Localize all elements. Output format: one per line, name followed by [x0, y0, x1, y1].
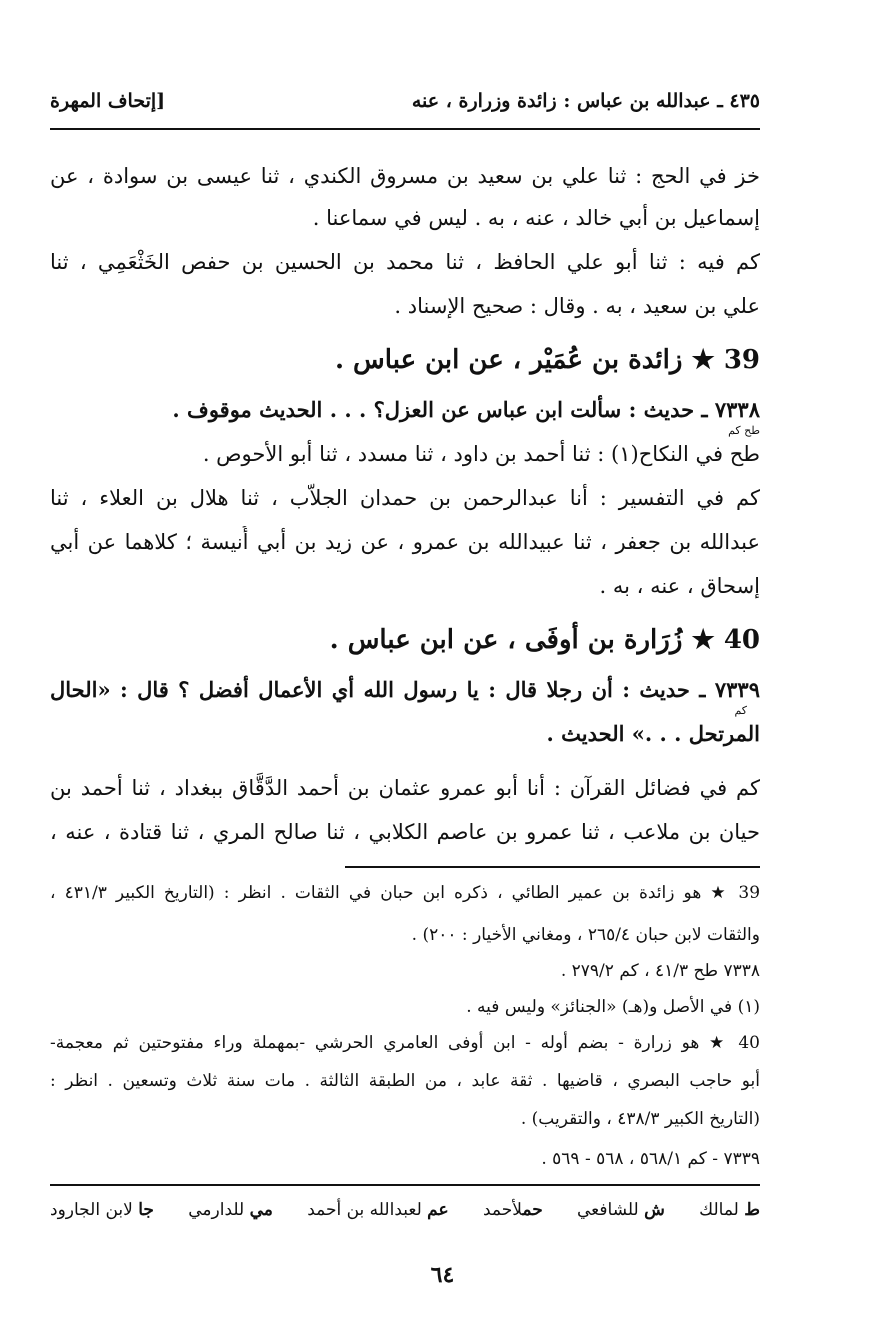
footnote: (التاريخ الكبير ٤٣٨/٣ ، والتقريب) . — [520, 1109, 760, 1129]
footnote: أبو حاجب البصري ، قاضيها . ثقة عابد ، من الطبقة الثالثة . مات سنة ثلاث وتسعين . انظر : — [50, 1071, 760, 1091]
text-line: إسماعيل بن أبي خالد ، عنه ، به . ليس في سماعنا . — [312, 206, 760, 230]
abbreviation: حملأحمد — [482, 1200, 543, 1220]
header-book-name: [إتحاف المهرة — [50, 90, 166, 112]
text-line: حيان بن ملاعب ، ثنا عمرو بن عاصم الكلابي ، ثنا صالح المري ، ثنا قتادة ، عنه ، — [50, 820, 760, 844]
source-symbols: طح كم — [728, 424, 760, 437]
hadith-7339: ٧٣٣٩ ـ حديث : أن رجلا قال : يا رسول الله أي الأعمال أفضل ؟ قال : «الحال — [50, 677, 760, 702]
running-header — [50, 90, 760, 120]
text-line: عبدالله بن جعفر ، ثنا عبيدالله بن عمرو ، عن زيد بن أبي أُنيسة ؛ كلاهما عن أبي — [50, 530, 760, 554]
header-rule — [50, 128, 760, 130]
text-line: علي بن سعيد ، به . وقال : صحيح الإسناد . — [394, 294, 760, 318]
footnote: والثقات لابن حبان ٢٦٥/٤ ، ومغاني الأخيار : ٢٠٠) . — [411, 925, 760, 945]
text-line: المرتحل . . .» الحديث . — [546, 721, 760, 746]
text-line: طح في النكاح(١) : ثنا أحمد بن داود ، ثنا مسدد ، ثنا أبو الأحوص . — [202, 442, 760, 466]
abbreviation: جا لابن الجارود — [50, 1200, 154, 1220]
text-line: كم في التفسير : أنا عبدالرحمن بن حمدان الجلاّب ، ثنا هلال بن العلاء ، ثنا — [50, 486, 760, 510]
abbreviations-rule — [50, 1184, 760, 1186]
abbreviation: مي للدارمي — [188, 1200, 273, 1220]
text-line: خز في الحج : ثنا علي بن سعيد بن مسروق الكندي ، ثنا عيسى بن سوادة ، عن — [50, 164, 760, 188]
narrator-heading-39: 39 ★ زائدة بن عُمَيْر ، عن ابن عباس . — [334, 345, 760, 375]
text-line: كم فيه : ثنا أبو علي الحافظ ، ثنا محمد بن الحسين بن حفص الخَثْعَمِي ، ثنا — [50, 250, 760, 274]
abbreviation: ط لمالك — [699, 1200, 760, 1220]
footnote: 39 ★ هو زائدة بن عمير الطائي ، ذكره ابن حبان في الثقات . انظر : (التاريخ الكبير ٤٣١/٣ ، — [50, 883, 760, 903]
abbreviation: ش للشافعي — [577, 1200, 665, 1220]
abbreviations-legend — [50, 1200, 760, 1230]
source-symbols: كم — [734, 704, 747, 717]
narrator-heading-40: 40 ★ زُرَارة بن أوفَى ، عن ابن عباس . — [329, 625, 760, 655]
footnote-rule — [345, 866, 760, 868]
footnote: ٧٣٣٨ طح ٤١/٣ ، كم ٢٧٩/٢ . — [560, 961, 760, 981]
text-line: إسحاق ، عنه ، به . — [599, 574, 760, 598]
footnote: 40 ★ هو زرارة - بضم أوله - ابن أوفى العامري الحرشي -بمهملة وراء مفتوحتين ثم معجمة- — [50, 1033, 760, 1053]
abbreviation: عم لعبدالله بن أحمد — [307, 1200, 449, 1220]
text-line: كم في فضائل القرآن : أنا أبو عمرو عثمان بن أحمد الدَّقَّاق ببغداد ، ثنا أحمد بن — [50, 776, 760, 800]
footnote: (١) في الأصل و(هـ) «الجنائز» وليس فيه . — [466, 997, 760, 1017]
footnote: ٧٣٣٩ - كم ٥٦٨/١ ، ٥٦٨ - ٥٦٩ . — [541, 1149, 760, 1169]
header-title: ٤٣٥ ـ عبدالله بن عباس : زائدة وزرارة ، عنه — [411, 90, 760, 112]
hadith-7338: ٧٣٣٨ ـ حديث : سألت ابن عباس عن العزل؟ . . . الحديث موقوف . — [172, 397, 760, 422]
page-number: ٦٤ — [430, 1262, 455, 1288]
